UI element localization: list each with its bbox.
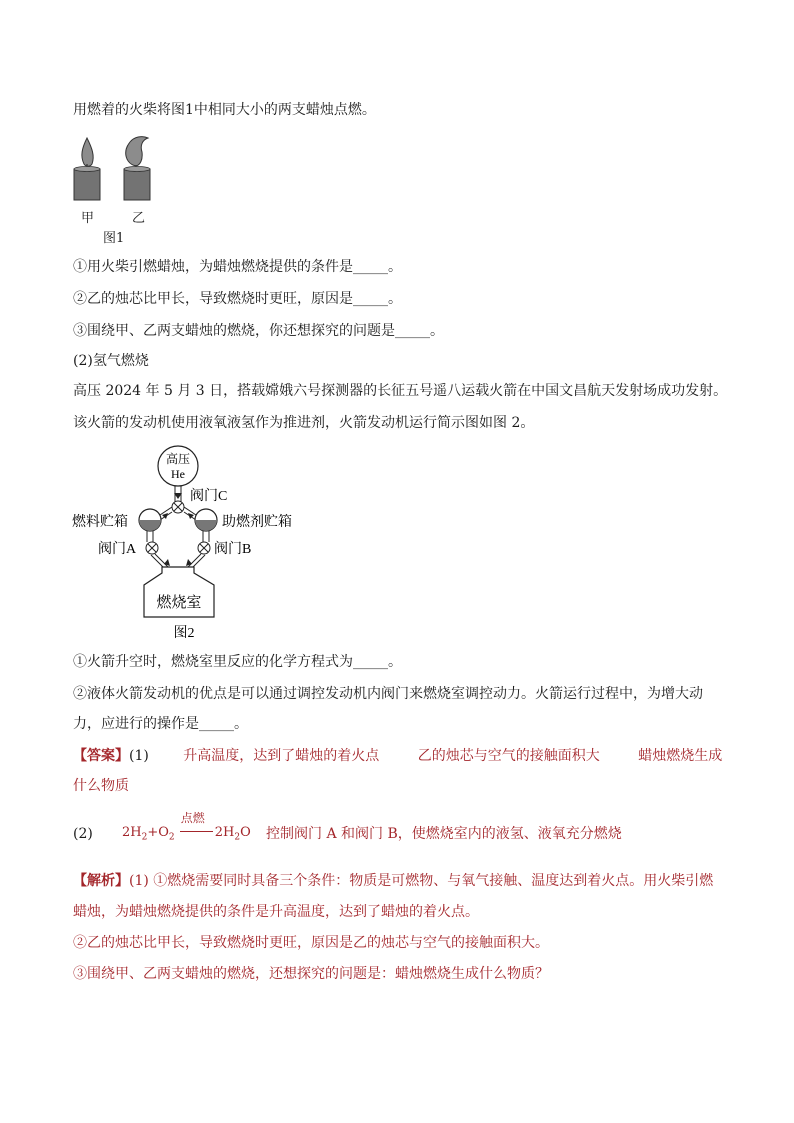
question-1-1: ①用火柴引燃蜡烛，为蜡烛燃烧提供的条件是_____。 xyxy=(73,259,402,275)
he-label-top: 高压 xyxy=(165,452,191,466)
chemical-equation: $2H_2+O_2$ 点燃 $2H_2O$ xyxy=(122,810,251,843)
flame-jia-icon xyxy=(82,138,93,166)
valve-a-label: 阀门A xyxy=(98,542,137,557)
answer-2: 乙的烛芯与空气的接触面积大 xyxy=(417,748,600,764)
fig2-caption: 图2 xyxy=(173,626,195,641)
answer-3-part-2: 什么物质 xyxy=(73,778,129,794)
candle-yi-body xyxy=(124,169,150,200)
figure-2-engine-diagram xyxy=(68,445,318,645)
analysis-line-1: 【解析】(1) ①燃烧需要同时具备三个条件：物质是可燃物、与氧气接触、温度达到着火点。用火柴引燃 xyxy=(73,873,714,889)
analysis-line-3: ②乙的烛芯比甲长，导致燃烧时更旺，原因是乙的烛芯与空气的接触面积大。 xyxy=(73,935,549,951)
part-2-paragraph-line-1: 高压 2024 年 5 月 3 日，搭载嫦娥六号探测器的长征五号遥八运载火箭在中国文昌航天发射场成功发射。 xyxy=(73,383,728,399)
fig1-caption: 图1 xyxy=(103,231,125,246)
question-2-1: ①火箭升空时，燃烧室里反应的化学方程式为_____。 xyxy=(73,654,402,670)
analysis-line-2: 蜡烛，为蜡烛燃烧提供的条件是升高温度，达到了蜡烛的着火点。 xyxy=(73,904,479,920)
answer-3-part-1: 蜡烛燃烧生成 xyxy=(638,748,723,764)
question-2-2-line-1: ②液体火箭发动机的优点是可以通过调控发动机内阀门来燃烧室调控动力。火箭运行过程中，为增大动 xyxy=(73,686,703,702)
answer-tag: 【答案】 xyxy=(73,748,129,764)
question-1-3: ③围绕甲、乙两支蜡烛的燃烧，你还想探究的问题是_____。 xyxy=(73,323,444,339)
valve-b-label: 阀门B xyxy=(214,542,252,557)
fig1-label-yi: 乙 xyxy=(132,211,146,226)
question-1-2: ②乙的烛芯比甲长，导致燃烧时更旺，原因是_____。 xyxy=(73,291,402,307)
part-2-paragraph-line-2: 该火箭的发动机使用液氧液氢作为推进剂，火箭发动机运行简示图如图 2。 xyxy=(73,415,535,431)
oxidizer-tank-label: 助燃剂贮箱 xyxy=(222,515,292,530)
answer-num-2: (2) xyxy=(73,826,93,842)
reaction-condition: 点燃 xyxy=(180,810,205,825)
he-label-bottom: He xyxy=(171,467,185,481)
chamber-label: 燃烧室 xyxy=(156,595,202,611)
intro-text: 用燃着的火柴将图1中相同大小的两支蜡烛点燃。 xyxy=(73,102,376,118)
fuel-tank-label: 燃料贮箱 xyxy=(72,515,128,530)
valve-c-label: 阀门C xyxy=(190,489,228,504)
analysis-tag: 【解析】 xyxy=(73,873,129,889)
flame-yi-icon xyxy=(126,137,148,166)
analysis-line-4: ③围绕甲、乙两支蜡烛的燃烧，还想探究的问题是：蜡烛燃烧生成什么物质？ xyxy=(73,966,549,982)
part-2-heading: (2)氢气燃烧 xyxy=(73,353,149,369)
answer-row-1 xyxy=(73,746,722,766)
figure-1-candles xyxy=(70,134,160,202)
answer-5: 控制阀门 A 和阀门 B，使燃烧室内的液氢、液氧充分燃烧 xyxy=(266,826,622,842)
answer-num-1: (1) xyxy=(129,748,149,764)
candle-jia-body xyxy=(74,169,100,200)
answer-1: 升高温度，达到了蜡烛的着火点 xyxy=(183,748,380,764)
fig1-label-jia: 甲 xyxy=(81,211,95,226)
question-2-2-line-2: 力，应进行的操作是_____。 xyxy=(73,716,248,732)
